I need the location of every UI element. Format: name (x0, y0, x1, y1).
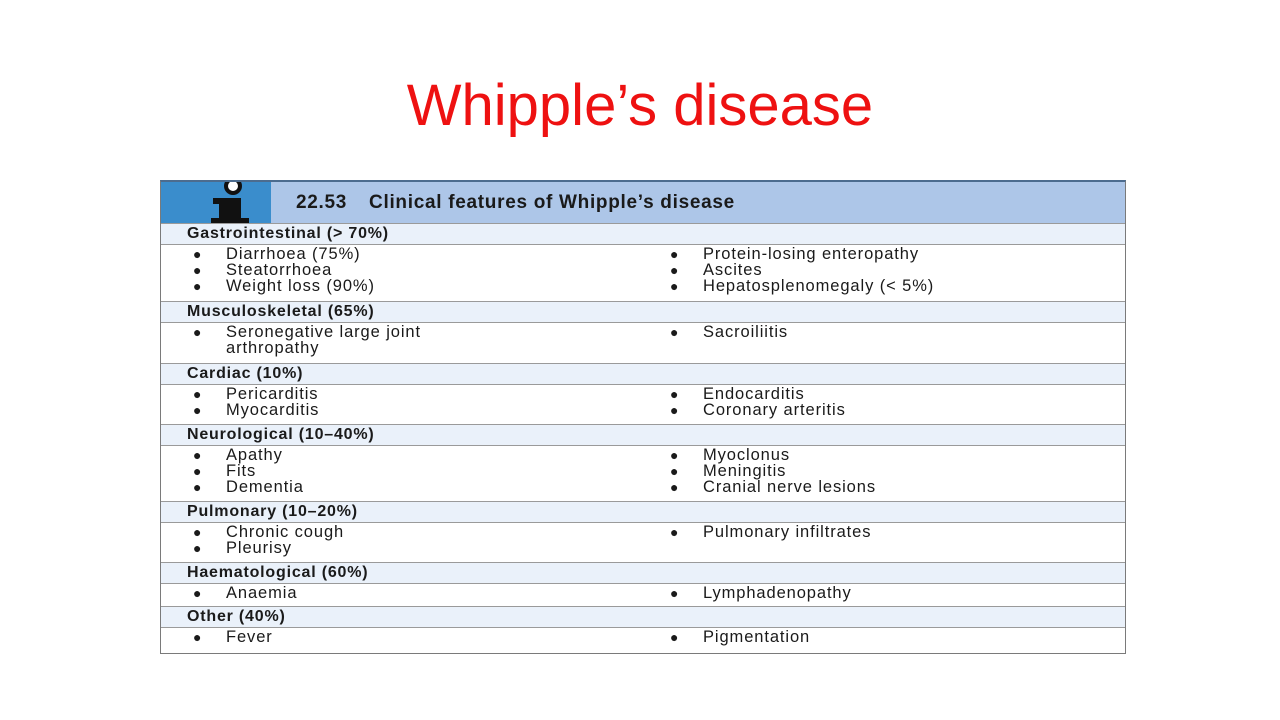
section-body (161, 628, 1125, 654)
bullet-icon: ● (193, 402, 203, 418)
section-column-right (666, 386, 846, 418)
list-item-text: Dementia (226, 478, 304, 496)
section-column-right (666, 447, 876, 495)
list-item (189, 479, 304, 495)
section-column-left (189, 585, 297, 601)
bullet-icon: ● (670, 463, 680, 479)
list-item (666, 463, 876, 479)
section-column-left (189, 629, 273, 645)
list-item (189, 463, 304, 479)
list-item-text: Coronary arteritis (703, 401, 846, 419)
list-item (666, 447, 876, 463)
bullet-icon: ● (193, 585, 203, 601)
list-item-text: Seronegative large joint (226, 323, 421, 341)
bullet-icon: ● (670, 278, 680, 294)
list-item-text: Anaemia (226, 584, 298, 602)
table-header (161, 182, 1125, 223)
section-heading: Gastrointestinal (> 70%) (161, 223, 1125, 245)
bullet-icon: ● (670, 386, 680, 402)
bullet-icon: ● (670, 402, 680, 418)
list-item (666, 324, 788, 340)
section-heading: Neurological (10–40%) (161, 424, 1125, 446)
list-item-text: Sacroiliitis (703, 323, 789, 341)
section-column-right (666, 524, 871, 540)
list-item (189, 402, 319, 418)
list-item (189, 447, 304, 463)
section-body (161, 584, 1125, 606)
section-column-left (189, 324, 421, 356)
bullet-icon: ● (670, 246, 680, 262)
section-column-right (666, 324, 788, 340)
bullet-icon: ● (193, 479, 203, 495)
list-item (189, 246, 375, 262)
table-title-text: Clinical features of Whipple’s disease (369, 192, 735, 213)
bullet-icon: ● (670, 629, 680, 645)
section-column-right (666, 246, 934, 294)
table-number: 22.53 (296, 192, 348, 213)
bullet-icon: ● (670, 262, 680, 278)
list-item (189, 278, 375, 294)
list-item (189, 262, 375, 278)
list-item (189, 386, 319, 402)
list-item (666, 629, 810, 645)
section-column-left (189, 386, 319, 418)
section-heading: Musculoskeletal (65%) (161, 301, 1125, 323)
section-body (161, 523, 1125, 562)
bullet-icon: ● (193, 324, 203, 340)
list-item-text: Endocarditis (703, 385, 805, 403)
list-item (666, 479, 876, 495)
list-item-text: Pigmentation (703, 628, 811, 646)
list-item (189, 585, 297, 601)
bullet-icon: ● (193, 246, 203, 262)
list-item-text: Myocarditis (226, 401, 320, 419)
bullet-icon: ● (670, 479, 680, 495)
list-item (189, 629, 273, 645)
slide-title: Whipple’s disease (406, 73, 874, 138)
table-sections (161, 223, 1125, 654)
list-item-text: Pleurisy (226, 539, 292, 557)
list-item-text: Protein-losing enteropathy (703, 245, 920, 263)
section-column-left (189, 524, 344, 556)
section-column-left (189, 447, 304, 495)
list-item (189, 340, 421, 356)
list-item-text: Weight loss (90%) (226, 277, 375, 295)
list-item-text: Meningitis (703, 462, 787, 480)
list-item-text: Lymphadenopathy (703, 584, 852, 602)
bullet-icon: ● (193, 540, 203, 556)
table-title (296, 192, 735, 214)
section-column-right (666, 585, 852, 601)
bullet-icon: ● (193, 262, 203, 278)
list-item (666, 402, 846, 418)
section-heading: Other (40%) (161, 606, 1125, 628)
section-column-right (666, 629, 810, 645)
clinical-features-table (160, 180, 1126, 654)
section-column-left (189, 246, 375, 294)
bullet-icon: ● (670, 447, 680, 463)
info-i-icon (197, 182, 277, 227)
list-item-text: Pulmonary infiltrates (703, 523, 872, 541)
bullet-icon: ● (670, 324, 680, 340)
section-body (161, 245, 1125, 301)
list-item (666, 262, 934, 278)
section-heading: Haematological (60%) (161, 562, 1125, 584)
list-item-text: Ascites (703, 261, 763, 279)
list-item-text: Hepatosplenomegaly (< 5%) (703, 277, 935, 295)
bullet-icon: ● (193, 524, 203, 540)
list-item (666, 585, 852, 601)
list-item-text: Pericarditis (226, 385, 319, 403)
list-item-text: arthropathy (226, 339, 320, 357)
list-item (666, 278, 934, 294)
list-item (666, 524, 871, 540)
list-item (189, 540, 344, 556)
bullet-icon: ● (193, 386, 203, 402)
section-body (161, 385, 1125, 424)
bullet-icon: ● (670, 585, 680, 601)
bullet-icon: ● (193, 463, 203, 479)
section-body (161, 323, 1125, 363)
bullet-icon: ● (670, 524, 680, 540)
bullet-icon: ● (193, 278, 203, 294)
list-item-text: Diarrhoea (75%) (226, 245, 361, 263)
list-item (666, 246, 934, 262)
list-item-text: Cranial nerve lesions (703, 478, 876, 496)
list-item (666, 386, 846, 402)
list-item (189, 324, 421, 340)
list-item-text: Steatorrhoea (226, 261, 333, 279)
section-heading: Cardiac (10%) (161, 363, 1125, 385)
bullet-icon: ● (193, 447, 203, 463)
section-heading: Pulmonary (10–20%) (161, 501, 1125, 523)
section-body (161, 446, 1125, 501)
bullet-icon: ● (193, 629, 203, 645)
list-item-text: Myoclonus (703, 446, 790, 464)
list-item (189, 524, 344, 540)
list-item-text: Apathy (226, 446, 283, 464)
list-item-text: Chronic cough (226, 523, 345, 541)
list-item-text: Fits (226, 462, 257, 480)
list-item-text: Fever (226, 628, 273, 646)
